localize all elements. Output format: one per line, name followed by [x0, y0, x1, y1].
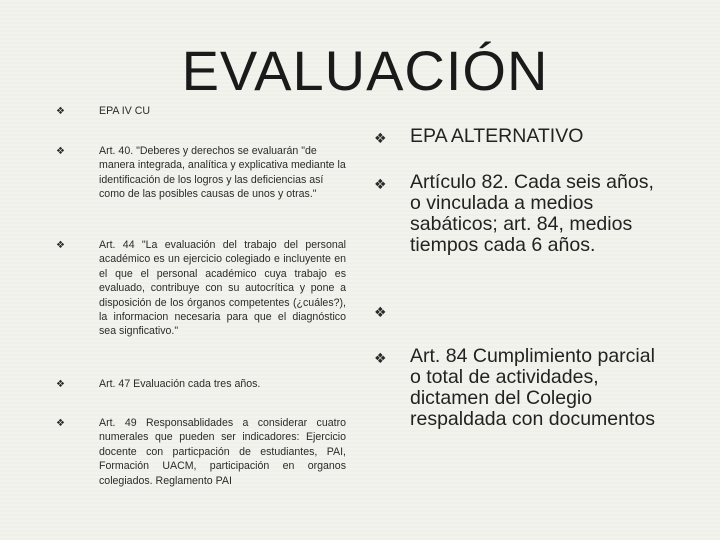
list-item-text: EPA ALTERNATIVO	[410, 125, 584, 147]
list-item	[56, 416, 346, 488]
list-item-text: EPA IV CU	[99, 105, 151, 117]
diamond-bullet-icon: ❖	[374, 177, 387, 193]
list-item-text: Art. 44 "La evaluación del trabajo del personal académico es un ejercicio colegiado e incluyente en el que el personal académico cuya trabajo es evaluado, contribuye con su autocrítica y pone a disposición de los órganos competentes (¿cuáles?), la informacion necesaria para que el diagnóstico sea signficativo."	[99, 239, 346, 338]
list-item-text: Artículo 82. Cada seis años, o vinculada a medios sabáticos; art. 84, medios tiempos cada 6 años.	[410, 171, 654, 256]
diamond-bullet-icon: ❖	[374, 305, 387, 321]
diamond-bullet-icon: ❖	[56, 240, 65, 251]
list-item	[374, 172, 664, 256]
diamond-bullet-icon: ❖	[56, 106, 65, 117]
list-item	[56, 238, 346, 339]
list-item	[56, 104, 346, 118]
list-item	[56, 144, 346, 202]
list-item-text: Art. 49 Responsablidades a considerar cuatro numerales que pueden ser indicadores: Ejercicio docente con particpación de estudiantes, PAI, Formación UACM, participación en organos colegiados. Reglamento PAI	[99, 417, 346, 487]
list-item-text: Art. 47 Evaluación cada tres años.	[99, 378, 261, 390]
list-item	[56, 377, 346, 391]
list-item-text: Art. 40. "Deberes y derechos se evaluarán "de manera integrada, analítica y explicativa mediante la identificación de los logros y las deficiencias así como de las posibles causas de unos y otras."	[99, 145, 346, 201]
diamond-bullet-icon: ❖	[56, 418, 65, 429]
diamond-bullet-icon: ❖	[374, 131, 387, 147]
diamond-bullet-icon: ❖	[56, 379, 65, 390]
slide-title: EVALUACIÓN	[181, 39, 549, 102]
list-item	[374, 346, 664, 430]
diamond-bullet-icon: ❖	[56, 146, 65, 157]
list-item	[374, 126, 664, 147]
list-item-text: Art. 84 Cumplimiento parcial o total de actividades, dictamen del Colegio respaldada con documentos	[410, 345, 655, 430]
diamond-bullet-icon: ❖	[374, 351, 387, 367]
